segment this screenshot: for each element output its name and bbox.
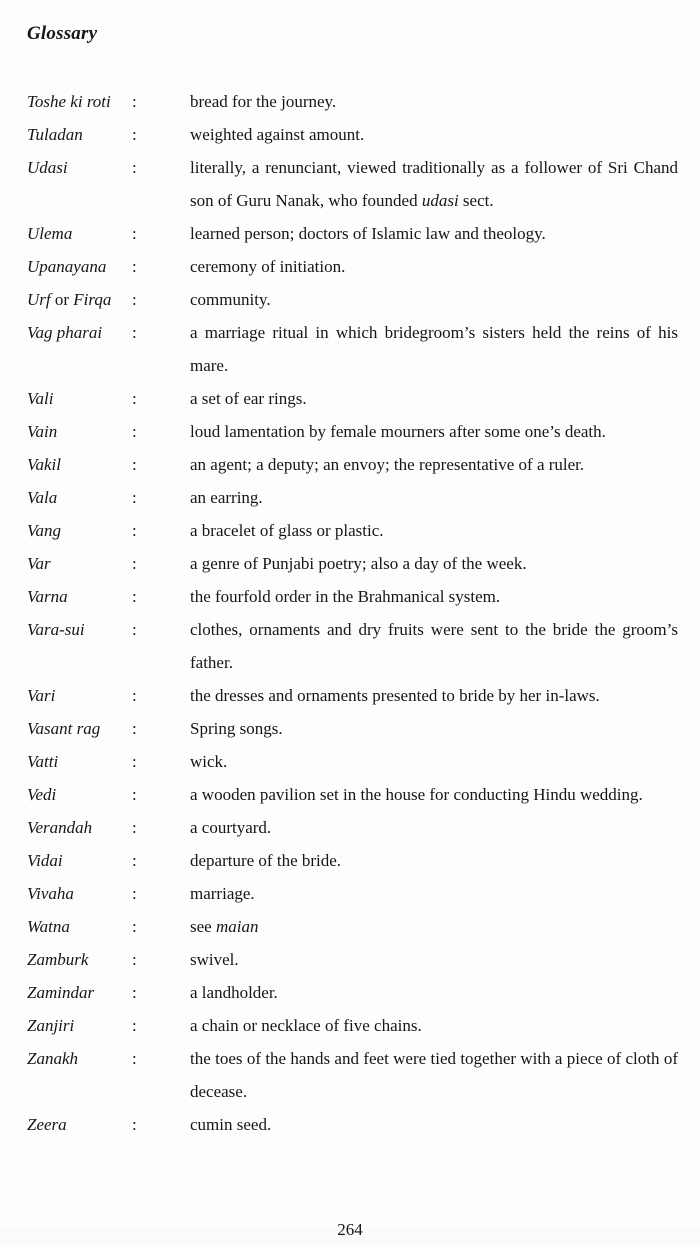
- glossary-definition: a set of ear rings.: [190, 389, 307, 408]
- glossary-term: Vala: [27, 488, 58, 507]
- glossary-entry: [27, 382, 678, 415]
- glossary-entry: [27, 415, 678, 448]
- colon-separator: :: [132, 884, 137, 903]
- glossary-term: Urf or Firqa: [27, 290, 112, 309]
- glossary-term: Zanjiri: [27, 1016, 75, 1035]
- colon-separator: :: [132, 521, 137, 540]
- glossary-definition: loud lamentation by female mourners after some one’s death.: [190, 422, 606, 441]
- glossary-definition: marriage.: [190, 884, 255, 903]
- colon-separator: :: [132, 224, 137, 243]
- glossary-term: Tuladan: [27, 125, 83, 144]
- glossary-entry: [27, 679, 678, 712]
- glossary-entry: [27, 580, 678, 613]
- glossary-term: Verandah: [27, 818, 93, 837]
- glossary-entry: [27, 151, 678, 217]
- glossary-term: Varna: [27, 587, 68, 606]
- glossary-entry: [27, 910, 678, 943]
- glossary-term: Vali: [27, 389, 54, 408]
- glossary-list: [27, 85, 678, 1141]
- glossary-term: Var: [27, 554, 51, 573]
- glossary-entry: [27, 844, 678, 877]
- colon-separator: :: [132, 752, 137, 771]
- glossary-definition: a genre of Punjabi poetry; also a day of the week.: [190, 554, 527, 573]
- glossary-term: Vidai: [27, 851, 63, 870]
- colon-separator: :: [132, 1049, 137, 1068]
- glossary-entry: [27, 943, 678, 976]
- glossary-term: Vang: [27, 521, 61, 540]
- colon-separator: :: [132, 323, 137, 342]
- glossary-definition: a wooden pavilion set in the house for conducting Hindu wedding.: [190, 785, 643, 804]
- glossary-term: Vivaha: [27, 884, 74, 903]
- colon-separator: :: [132, 290, 137, 309]
- glossary-definition: a landholder.: [190, 983, 278, 1002]
- colon-separator: :: [132, 719, 137, 738]
- colon-separator: :: [132, 455, 137, 474]
- glossary-term: Vari: [27, 686, 56, 705]
- glossary-entry: [27, 976, 678, 1009]
- page-number: 264: [337, 1220, 363, 1239]
- colon-separator: :: [132, 1115, 137, 1134]
- glossary-definition: departure of the bride.: [190, 851, 342, 870]
- glossary-definition: the fourfold order in the Brahmanical system.: [190, 587, 501, 606]
- glossary-term: Watna: [27, 917, 70, 936]
- colon-separator: :: [132, 818, 137, 837]
- colon-separator: :: [132, 125, 137, 144]
- glossary-entry: [27, 118, 678, 151]
- glossary-term: Vain: [27, 422, 58, 441]
- glossary-entry: [27, 745, 678, 778]
- glossary-definition: learned person; doctors of Islamic law and theology.: [190, 224, 546, 243]
- glossary-definition: a chain or necklace of five chains.: [190, 1016, 422, 1035]
- glossary-definition: the dresses and ornaments presented to bride by her in-laws.: [190, 686, 600, 705]
- glossary-term: Upanayana: [27, 257, 107, 276]
- glossary-entry: [27, 481, 678, 514]
- glossary-term: Ulema: [27, 224, 73, 243]
- glossary-definition: community.: [190, 290, 271, 309]
- glossary-definition: an earring.: [190, 488, 263, 507]
- glossary-entry: [27, 877, 678, 910]
- glossary-entry: [27, 1042, 678, 1108]
- colon-separator: :: [132, 851, 137, 870]
- colon-separator: :: [132, 587, 137, 606]
- glossary-definition: clothes, ornaments and dry fruits were sent to the bride the groom’s father.: [190, 620, 678, 672]
- glossary-definition: the toes of the hands and feet were tied together with a piece of cloth of decease.: [190, 1049, 678, 1101]
- glossary-entry: [27, 85, 678, 118]
- glossary-definition: wick.: [190, 752, 228, 771]
- colon-separator: :: [132, 917, 137, 936]
- glossary-definition: weighted against amount.: [190, 125, 365, 144]
- colon-separator: :: [132, 92, 137, 111]
- glossary-term: Zamindar: [27, 983, 95, 1002]
- glossary-term: Toshe ki roti: [27, 92, 111, 111]
- glossary-term: Vara-sui: [27, 620, 85, 639]
- colon-separator: :: [132, 158, 137, 177]
- glossary-entry: [27, 448, 678, 481]
- glossary-definition: see maian: [190, 917, 259, 936]
- colon-separator: :: [132, 1016, 137, 1035]
- glossary-entry: [27, 778, 678, 811]
- glossary-definition: a marriage ritual in which bridegroom’s sisters held the reins of his mare.: [190, 323, 678, 375]
- glossary-definition: bread for the journey.: [190, 92, 337, 111]
- glossary-term: Vag pharai: [27, 323, 103, 342]
- glossary-entry: [27, 1108, 678, 1141]
- glossary-entry: [27, 1009, 678, 1042]
- glossary-entry: [27, 250, 678, 283]
- colon-separator: :: [132, 620, 137, 639]
- glossary-definition: ceremony of initiation.: [190, 257, 346, 276]
- glossary-term: Vedi: [27, 785, 57, 804]
- glossary-term: Zamburk: [27, 950, 89, 969]
- glossary-term: Vatti: [27, 752, 59, 771]
- glossary-definition: swivel.: [190, 950, 239, 969]
- glossary-definition: literally, a renunciant, viewed traditionally as a follower of Sri Chand son of Guru Nanak, who founded udasi sect.: [190, 158, 678, 210]
- glossary-term: Zeera: [27, 1115, 67, 1134]
- colon-separator: :: [132, 389, 137, 408]
- glossary-definition: an agent; a deputy; an envoy; the representative of a ruler.: [190, 455, 585, 474]
- glossary-entry: [27, 613, 678, 679]
- colon-separator: :: [132, 983, 137, 1002]
- glossary-term: Zanakh: [27, 1049, 78, 1068]
- glossary-definition: cumin seed.: [190, 1115, 272, 1134]
- glossary-term: Udasi: [27, 158, 68, 177]
- glossary-definition: a courtyard.: [190, 818, 272, 837]
- glossary-term: Vasant rag: [27, 719, 101, 738]
- colon-separator: :: [132, 488, 137, 507]
- glossary-entry: [27, 283, 678, 316]
- glossary-entry: [27, 712, 678, 745]
- glossary-entry: [27, 811, 678, 844]
- glossary-term: Vakil: [27, 455, 61, 474]
- glossary-entry: [27, 217, 678, 250]
- colon-separator: :: [132, 422, 137, 441]
- colon-separator: :: [132, 554, 137, 573]
- glossary-definition: a bracelet of glass or plastic.: [190, 521, 384, 540]
- glossary-entry: [27, 547, 678, 580]
- page-title: Glossary: [27, 23, 98, 44]
- glossary-entry: [27, 514, 678, 547]
- colon-separator: :: [132, 785, 137, 804]
- colon-separator: :: [132, 257, 137, 276]
- glossary-entry: [27, 316, 678, 382]
- glossary-definition: Spring songs.: [190, 719, 283, 738]
- colon-separator: :: [132, 950, 137, 969]
- colon-separator: :: [132, 686, 137, 705]
